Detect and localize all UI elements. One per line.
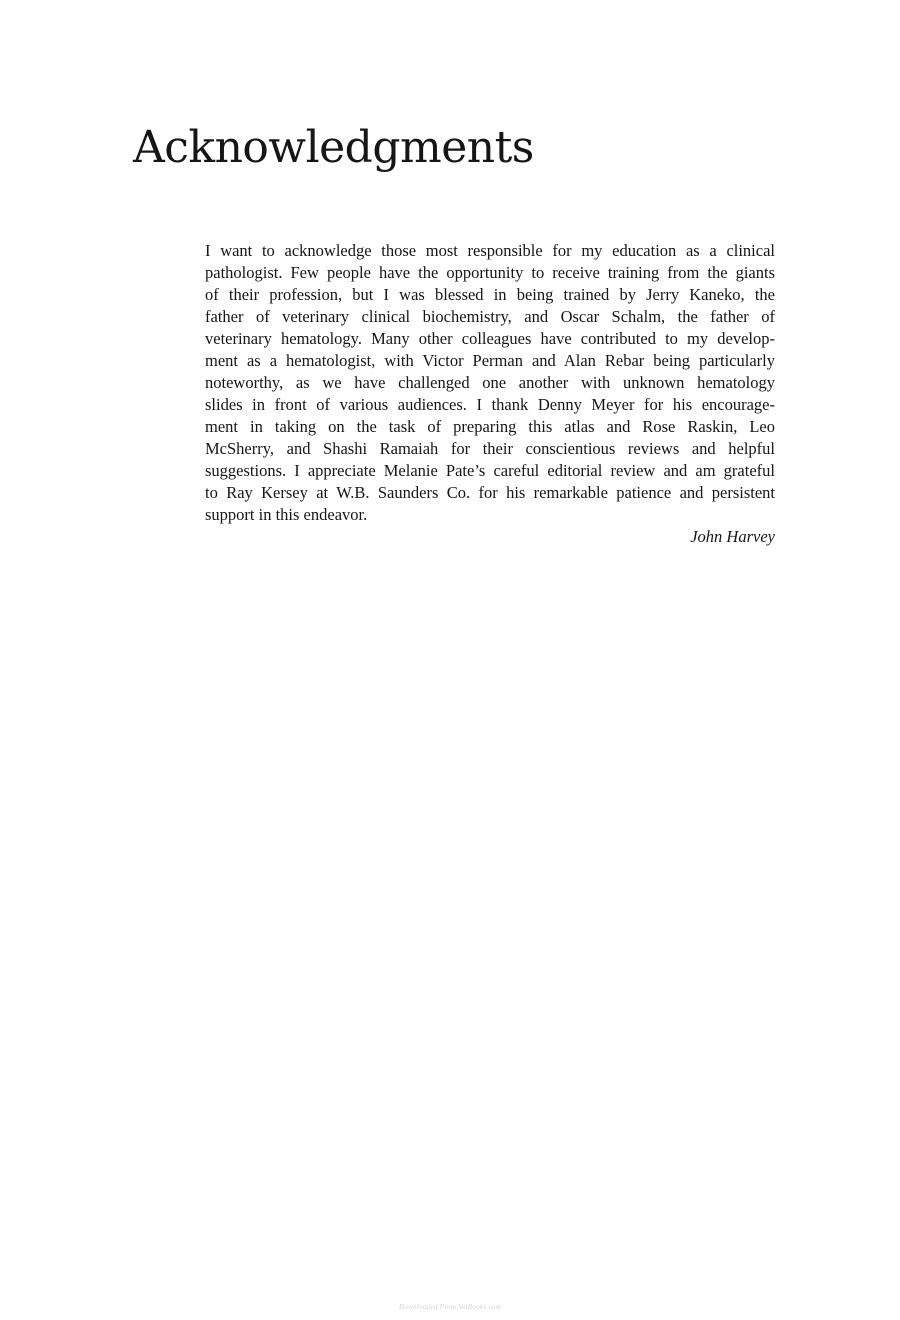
paragraph-line: slides in front of various audiences. I thank Denny Meyer for his encourage-: [205, 395, 775, 414]
paragraph-line: veterinary hematology. Many other colleagues have contributed to my develop-: [205, 329, 775, 348]
paragraph-line: to Ray Kersey at W.B. Saunders Co. for his remarkable patience and persistent: [205, 483, 775, 502]
acknowledgment-paragraph: [205, 240, 775, 548]
paragraph-line: McSherry, and Shashi Ramaiah for their conscientious reviews and helpful: [205, 439, 775, 458]
paragraph-line: father of veterinary clinical biochemistry, and Oscar Schalm, the father of: [205, 307, 775, 326]
paragraph-line: pathologist. Few people have the opportunity to receive training from the giants: [205, 263, 775, 282]
paragraph-line: ment in taking on the task of preparing this atlas and Rose Raskin, Leo: [205, 417, 775, 436]
paragraph-line: I want to acknowledge those most responsible for my education as a clinical: [205, 241, 775, 260]
paragraph-line: ment as a hematologist, with Victor Perman and Alan Rebar being particularly: [205, 351, 775, 370]
paragraph-line: suggestions. I appreciate Melanie Pate’s careful editorial review and am grateful: [205, 461, 775, 480]
page-title: Acknowledgments: [133, 122, 534, 173]
paragraph-line: of their profession, but I was blessed in being trained by Jerry Kaneko, the: [205, 285, 775, 304]
paragraph-line: noteworthy, as we have challenged one another with unknown hematology: [205, 373, 775, 392]
footer-watermark: Downloaded From VetBooks.com: [398, 1303, 502, 1311]
paragraph-line: support in this endeavor.: [205, 505, 368, 524]
author-signature: John Harvey: [690, 527, 775, 546]
